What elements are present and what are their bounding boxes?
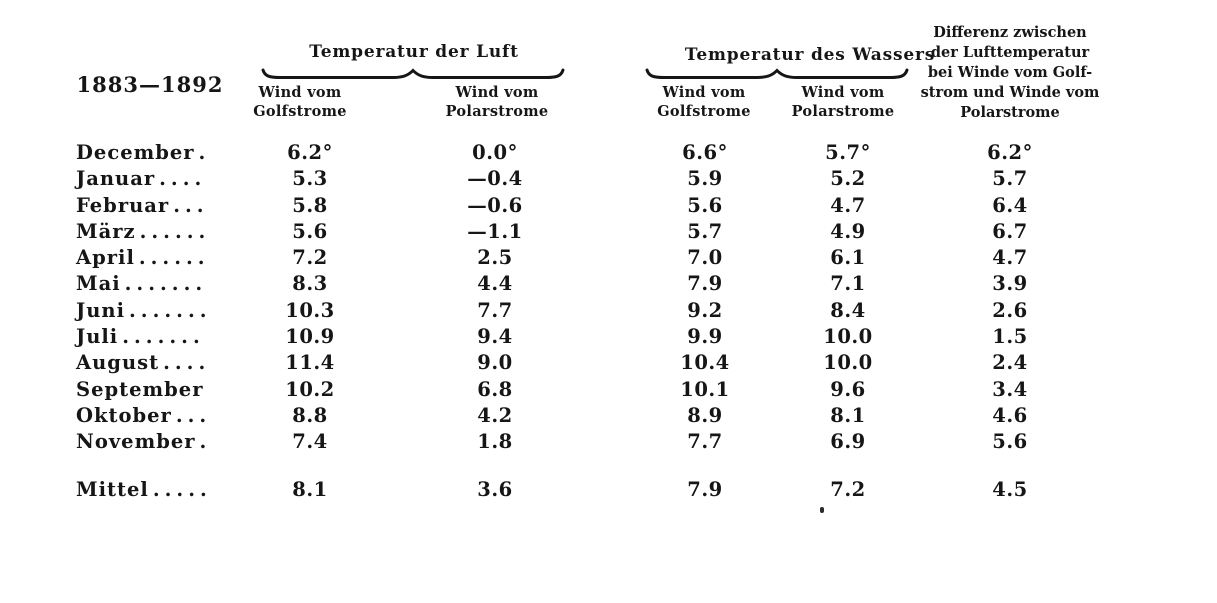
water-golf-value: 9.9: [687, 325, 723, 349]
water-golf-value: 10.4: [680, 351, 730, 375]
water-temperature-group-title: Temperatur des Wassers: [684, 45, 936, 65]
difference-value: 2.4: [992, 351, 1028, 375]
table-row: [76, 245, 1124, 271]
air-group-brace: [260, 67, 566, 81]
water-polar-value: 7.1: [830, 272, 866, 296]
water-polar-value: 8.4: [830, 298, 866, 322]
dot-leader: .......: [122, 325, 205, 349]
difference-value: 5.6: [992, 430, 1028, 454]
difference-value: 1.5: [992, 325, 1028, 349]
difference-value: 6.7: [992, 219, 1028, 243]
difference-value: 6.2°: [987, 141, 1033, 164]
air-golf-value: 10.2: [285, 377, 335, 401]
water-golf-value: 7.9: [687, 272, 723, 296]
air-polar-value: 9.4: [477, 325, 513, 349]
difference-value: 4.6: [992, 403, 1028, 427]
water-golf-value: 6.6°: [682, 141, 728, 164]
column-header-line: der Lufttemperatur: [930, 44, 1090, 61]
air-temperature-group-title: Temperatur der Luft: [309, 42, 519, 62]
dot-leader: .....: [152, 477, 212, 501]
water-polar-value: 4.9: [830, 219, 866, 243]
year-range-label: 1883—1892: [76, 72, 224, 97]
water-polar-value: 5.2: [830, 167, 866, 191]
water-golf-value: 8.9: [687, 403, 723, 427]
column-header-line: Wind vom: [801, 84, 885, 101]
water-polar-value: 4.7: [830, 193, 866, 217]
table-row: [76, 271, 1124, 297]
water-group-brace: [644, 67, 910, 81]
water-golf-value: 10.1: [680, 377, 730, 401]
month-label: Mai: [76, 272, 121, 296]
air-golf-value: 10.3: [285, 298, 335, 322]
table-row: [76, 298, 1124, 324]
difference-column-header: [896, 23, 1124, 123]
month-label: Januar: [76, 167, 156, 191]
air-polar-value: 7.7: [477, 298, 513, 322]
table-row: [76, 324, 1124, 350]
water-polar-value: 5.7°: [825, 141, 871, 164]
column-header-line: strom und Winde vom: [920, 84, 1100, 101]
water-polar-value: 8.1: [830, 403, 866, 427]
air-golf-value: 5.6: [292, 219, 328, 243]
water-polar-value: 6.9: [830, 430, 866, 454]
air-polar-value: 0.0°: [472, 141, 518, 164]
month-label: April: [76, 246, 135, 270]
table-body: [76, 140, 1124, 503]
dot-leader: .: [198, 141, 211, 164]
difference-value: 3.4: [992, 377, 1028, 401]
air-golfstrome-column-header: [225, 83, 375, 121]
mittel-row: [76, 477, 1124, 503]
air-golf-value: 8.3: [292, 272, 328, 296]
difference-value: 3.9: [992, 272, 1028, 296]
table-row: [76, 403, 1124, 429]
dot-leader: .......: [124, 272, 208, 296]
column-header-line: Golfstrome: [657, 103, 751, 120]
water-golf-value: 9.2: [687, 298, 723, 322]
dot-leader: .......: [129, 298, 212, 322]
air-golf-value: 8.8: [292, 403, 328, 427]
table-row: [76, 193, 1124, 219]
air-golf-value: 10.9: [285, 325, 335, 349]
air-golf-value: 11.4: [285, 351, 335, 375]
water-golf-value: 7.0: [687, 246, 723, 270]
difference-value: 5.7: [992, 167, 1028, 191]
difference-mean: 4.5: [992, 477, 1028, 501]
dot-leader: ....: [163, 351, 211, 375]
air-golf-value: 6.2°: [287, 141, 333, 164]
month-label: Juni: [76, 298, 125, 322]
water-polar-value: 10.0: [823, 351, 873, 375]
difference-value: 6.4: [992, 193, 1028, 217]
column-header-line: Polarstrome: [960, 104, 1060, 121]
mittel-label: Mittel: [76, 477, 149, 501]
water-golf-value: 5.6: [687, 193, 723, 217]
air-polar-value: 4.4: [477, 272, 513, 296]
water-golf-value: 7.7: [687, 430, 723, 454]
air-polar-value: —0.4: [467, 167, 523, 191]
water-golf-value: 5.9: [687, 167, 723, 191]
dot-leader: ...: [173, 193, 209, 217]
column-header-line: Differenz zwischen: [933, 24, 1087, 41]
month-label: März: [76, 219, 136, 243]
water-polar-mean: 7.2: [830, 477, 866, 501]
air-golf-mean: 8.1: [292, 477, 328, 501]
difference-value: 4.7: [992, 246, 1028, 270]
month-label: September: [76, 377, 204, 401]
air-polar-value: —1.1: [467, 219, 523, 243]
column-header-line: Golfstrome: [253, 103, 347, 120]
month-label: Februar: [76, 193, 170, 217]
dot-leader: ......: [138, 246, 210, 270]
column-header-line: Wind vom: [455, 84, 539, 101]
column-header-line: Wind vom: [662, 84, 746, 101]
air-polar-value: 2.5: [477, 246, 513, 270]
ink-speck: [820, 507, 824, 513]
air-polar-value: 4.2: [477, 403, 513, 427]
column-header-line: Polarstrome: [791, 103, 895, 120]
table-row: [76, 140, 1124, 166]
dot-leader: ....: [159, 167, 207, 191]
month-label: Juli: [76, 325, 119, 349]
air-golf-value: 7.4: [292, 430, 328, 454]
air-polar-mean: 3.6: [477, 477, 513, 501]
table-row: [76, 219, 1124, 245]
water-golf-value: 5.7: [687, 219, 723, 243]
water-polar-value: 9.6: [830, 377, 866, 401]
air-golf-value: 5.3: [292, 167, 328, 191]
month-label: August: [76, 351, 160, 375]
dot-leader: ......: [139, 219, 211, 243]
water-golf-mean: 7.9: [687, 477, 723, 501]
table-row: [76, 377, 1124, 403]
month-label: November: [76, 430, 196, 454]
table-row: [76, 166, 1124, 192]
table-row: [76, 429, 1124, 455]
air-polar-value: 9.0: [477, 351, 513, 375]
dot-leader: .: [199, 430, 212, 454]
column-header-line: Wind vom: [258, 84, 342, 101]
column-header-line: Polarstrome: [445, 103, 549, 120]
difference-value: 2.6: [992, 298, 1028, 322]
air-polar-value: 6.8: [477, 377, 513, 401]
water-golfstrome-column-header: [629, 83, 779, 121]
air-polar-value: 1.8: [477, 430, 513, 454]
month-label: December: [76, 141, 195, 164]
month-label: Oktober: [76, 403, 172, 427]
column-header-line: bei Winde vom Golf-: [927, 64, 1093, 81]
water-polar-value: 6.1: [830, 246, 866, 270]
dot-leader: ...: [175, 403, 212, 427]
table-row: [76, 350, 1124, 376]
air-polar-value: —0.6: [467, 193, 523, 217]
air-golf-value: 7.2: [292, 246, 328, 270]
air-golf-value: 5.8: [292, 193, 328, 217]
air-polarstrome-column-header: [422, 83, 572, 121]
water-polar-value: 10.0: [823, 325, 873, 349]
